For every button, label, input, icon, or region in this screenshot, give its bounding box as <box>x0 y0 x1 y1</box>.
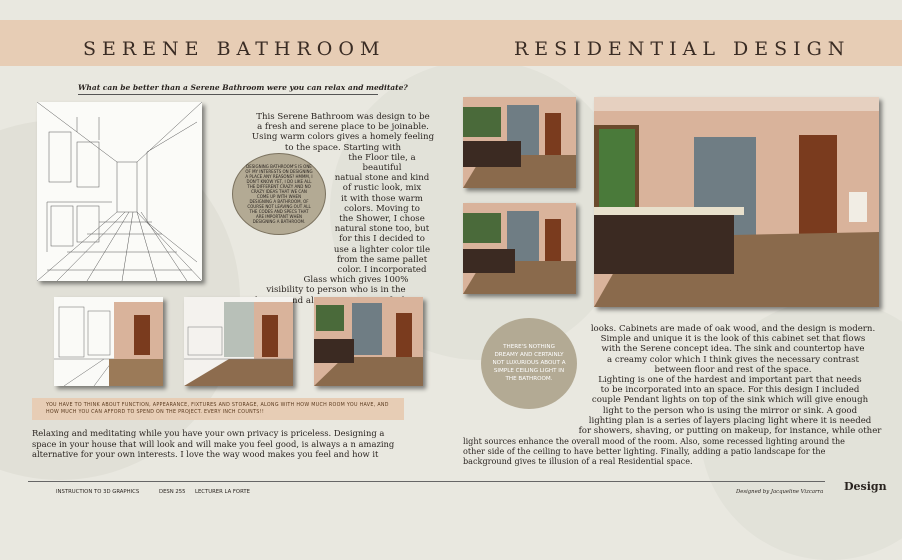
cabinet-text: looks. Cabinets are made of oak wood, and the design is modern. Simple and unique it is the look of this cabinet set that flows with the Serene concept idea. The sink and countertop have a creamy color which I think gives the necessary contrast between floor and rest of the space. <box>590 324 876 375</box>
footer-rule <box>28 481 825 482</box>
footer-course: INSTRUCTION TO 3D GRAPHICS <box>56 489 140 495</box>
footer-code: DESN 255 <box>159 489 186 495</box>
tip-box: YOU HAVE TO THINK ABOUT FUNCTION, APPEARANCE, FIXTURES AND STORAGE, ALONG WITH HOW MUCH ROOM YOU HAVE, AND HOW MUCH YOU CAN AFFORD TO SPEND ON THE PROJECT. EVERY INCH COUNTS!! <box>32 398 404 420</box>
callout-designing-bathrooms: DESIGNING BATHROOM'S IS ONE OF MY INTERESTS ON DESIGNING A PLACE ANY REASONS? HMMM, I DON'T KNOW YET, I DO LIKE ALL THE DIFFERENT CRAZY AND NO CRAZY IDEAS THAT WE CAN COME UP WITH WHEN DESIGNING A BATHROOM, OF COURSE NOT LEAVING OUT ALL THE CODES AND SPECS THAT ARE IMPORTANT WHEN DESIGNING A BATHROOM. <box>232 153 326 235</box>
render-view-top <box>463 97 576 188</box>
closing-text: light sources enhance the overall mood of the room. Also, some recessed lighting around the other side of the ceiling to have better lighting. Finally, adding a patio landscape for the background gives te illusion of a real Residential space. <box>463 436 845 467</box>
title-right: RESIDENTIAL DESIGN <box>514 38 851 60</box>
callout-ceiling-light: THERE'S NOTHING DREAMY AND CERTAINLY NOT LUXURIOUS ABOUT A SIMPLE CEILING LIGHT IN THE BATHROOM. <box>481 318 577 409</box>
sketch-elevation <box>54 297 163 386</box>
intro-text: This Serene Bathroom was design to be a fresh and serene place to be joinable. Using warm colors gives a homely feeling to the space. Starting with the Floor tile, a beautiful natual stone and kind of rustic look, mix it with those warm colors. Moving to the Shower, I chose natural stone too, but for this I decided to use a lighter color tile from the same pallet color. I incorporated Glass which gives 100% visibility to person who is in the and <box>251 112 435 306</box>
render-view-bottom <box>463 203 576 294</box>
footer-lecturer: LECTURER LA FORTE <box>195 489 250 495</box>
footer-credit: Designed by Jacqueline Vizcarra <box>736 489 824 495</box>
subtitle-question: What can be better than a Serene Bathroom were you can relax and meditate? <box>78 83 408 92</box>
sketch-perspective <box>37 102 202 281</box>
render-wireframe <box>184 297 293 386</box>
subtitle-rule <box>78 94 378 95</box>
relax-text: Relaxing and meditating while you have your own privacy is priceless. Designing a space in your house that will look and will make you feel good, is always a n amazing alternative for your own interests. I love the way wood makes you feel and how it <box>32 428 395 460</box>
lighting-text: Lighting is one of the hardest and important part that needs to be incorporated into an space. For this design I included couple Pendant lights on top of the sink which will give enough light to the person who is using the mirror or sink. A good lighting plan is a series of layers placing light where it is needed for showers, shaving, or putting on makeup, for instance, while other <box>578 375 882 437</box>
render-main <box>594 97 879 307</box>
title-left: SERENE BATHROOM <box>83 38 386 60</box>
render-colored-small <box>314 297 423 386</box>
design-logo: Design <box>844 480 887 493</box>
